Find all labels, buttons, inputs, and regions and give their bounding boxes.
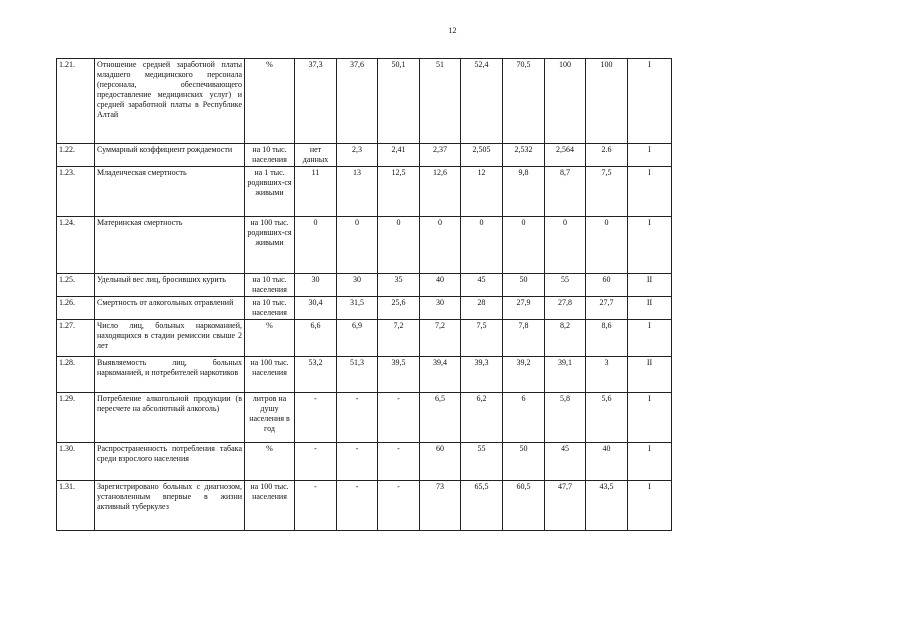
indicator-name-cell: Удельный вес лиц, бросивших курить: [95, 274, 245, 297]
value-cell: 60: [420, 443, 461, 481]
indicators-table: [56, 58, 672, 531]
row-number-cell: 1.30.: [57, 443, 95, 481]
value-cell: 6,6: [295, 320, 337, 357]
value-cell: 12,5: [378, 167, 420, 217]
unit-cell: %: [245, 59, 295, 144]
indicator-name-cell: Материнская смертность: [95, 217, 245, 274]
value-cell: 39,2: [503, 357, 545, 393]
value-cell: 45: [461, 274, 503, 297]
table-row: [57, 167, 672, 217]
value-cell: 6,2: [461, 393, 503, 443]
value-cell: 60,5: [503, 481, 545, 531]
row-number-cell: 1.25.: [57, 274, 95, 297]
value-cell: -: [295, 443, 337, 481]
category-cell: I: [628, 59, 672, 144]
unit-cell: %: [245, 320, 295, 357]
value-cell: 45: [545, 443, 586, 481]
value-cell: 7,5: [461, 320, 503, 357]
table-row: [57, 443, 672, 481]
unit-cell: на 100 тыс. населения: [245, 481, 295, 531]
value-cell: -: [378, 443, 420, 481]
value-cell: 52,4: [461, 59, 503, 144]
value-cell: 8,7: [545, 167, 586, 217]
table-row: [57, 320, 672, 357]
value-cell: 2,41: [378, 144, 420, 167]
value-cell: -: [295, 393, 337, 443]
category-cell: I: [628, 217, 672, 274]
indicator-name-cell: Младенческая смертность: [95, 167, 245, 217]
table-row: [57, 144, 672, 167]
indicator-name-cell: Смертность от алкогольных отравлений: [95, 297, 245, 320]
value-cell: 100: [586, 59, 628, 144]
value-cell: 7,5: [586, 167, 628, 217]
value-cell: 51: [420, 59, 461, 144]
value-cell: 27,9: [503, 297, 545, 320]
value-cell: -: [378, 393, 420, 443]
value-cell: 0: [545, 217, 586, 274]
value-cell: 40: [420, 274, 461, 297]
category-cell: I: [628, 320, 672, 357]
row-number-cell: 1.27.: [57, 320, 95, 357]
table-row: [57, 297, 672, 320]
value-cell: -: [295, 481, 337, 531]
row-number-cell: 1.21.: [57, 59, 95, 144]
value-cell: 0: [503, 217, 545, 274]
row-number-cell: 1.22.: [57, 144, 95, 167]
value-cell: 50: [503, 274, 545, 297]
value-cell: 7,8: [503, 320, 545, 357]
value-cell: 47,7: [545, 481, 586, 531]
value-cell: 2,37: [420, 144, 461, 167]
value-cell: 37,6: [337, 59, 378, 144]
value-cell: 70,5: [503, 59, 545, 144]
value-cell: -: [337, 481, 378, 531]
table-row: [57, 357, 672, 393]
value-cell: 27,8: [545, 297, 586, 320]
value-cell: 37,3: [295, 59, 337, 144]
value-cell: -: [337, 393, 378, 443]
value-cell: 39,3: [461, 357, 503, 393]
value-cell: 3: [586, 357, 628, 393]
category-cell: I: [628, 393, 672, 443]
category-cell: I: [628, 167, 672, 217]
value-cell: 7,2: [378, 320, 420, 357]
indicator-name-cell: Потребление алкогольной продукции (в пересчете на абсолютный алкоголь): [95, 393, 245, 443]
value-cell: 73: [420, 481, 461, 531]
value-cell: 39,4: [420, 357, 461, 393]
value-cell: 39,5: [378, 357, 420, 393]
value-cell: 9,8: [503, 167, 545, 217]
value-cell: 0: [586, 217, 628, 274]
value-cell: 2,505: [461, 144, 503, 167]
value-cell: 40: [586, 443, 628, 481]
category-cell: I: [628, 443, 672, 481]
value-cell: 6,9: [337, 320, 378, 357]
value-cell: 27,7: [586, 297, 628, 320]
value-cell: 55: [545, 274, 586, 297]
value-cell: 8,6: [586, 320, 628, 357]
indicator-name-cell: Суммарный коэффициент рождаемости: [95, 144, 245, 167]
value-cell: 13: [337, 167, 378, 217]
value-cell: 12,6: [420, 167, 461, 217]
category-cell: II: [628, 357, 672, 393]
row-number-cell: 1.31.: [57, 481, 95, 531]
value-cell: 30: [337, 274, 378, 297]
row-number-cell: 1.23.: [57, 167, 95, 217]
value-cell: 65,5: [461, 481, 503, 531]
value-cell: 100: [545, 59, 586, 144]
table-row: [57, 59, 672, 144]
unit-cell: на 1 тыс. родивших-ся живыми: [245, 167, 295, 217]
value-cell: 50: [503, 443, 545, 481]
value-cell: -: [378, 481, 420, 531]
indicator-name-cell: Выявляемость лиц, больных наркоманией, и потребителей наркотиков: [95, 357, 245, 393]
row-number-cell: 1.29.: [57, 393, 95, 443]
value-cell: 0: [337, 217, 378, 274]
table-row: [57, 274, 672, 297]
table-row: [57, 217, 672, 274]
value-cell: 12: [461, 167, 503, 217]
page-number: 12: [448, 26, 457, 35]
value-cell: 11: [295, 167, 337, 217]
value-cell: 2,532: [503, 144, 545, 167]
indicator-name-cell: Распространенность потребления табака среди взрослого населения: [95, 443, 245, 481]
unit-cell: %: [245, 443, 295, 481]
category-cell: II: [628, 297, 672, 320]
value-cell: 51,3: [337, 357, 378, 393]
value-cell: 2.6: [586, 144, 628, 167]
value-cell: 0: [420, 217, 461, 274]
value-cell: 53,2: [295, 357, 337, 393]
value-cell: 25,6: [378, 297, 420, 320]
value-cell: 2,564: [545, 144, 586, 167]
value-cell: -: [337, 443, 378, 481]
value-cell: 60: [586, 274, 628, 297]
value-cell: 30: [295, 274, 337, 297]
table-row: [57, 393, 672, 443]
value-cell: 0: [461, 217, 503, 274]
value-cell: 8,2: [545, 320, 586, 357]
value-cell: 5,6: [586, 393, 628, 443]
value-cell: 6,5: [420, 393, 461, 443]
value-cell: 35: [378, 274, 420, 297]
value-cell: 50,1: [378, 59, 420, 144]
category-cell: II: [628, 274, 672, 297]
value-cell: 7,2: [420, 320, 461, 357]
value-cell: 39,1: [545, 357, 586, 393]
value-cell: 5,8: [545, 393, 586, 443]
value-cell: 28: [461, 297, 503, 320]
value-cell: 30,4: [295, 297, 337, 320]
row-number-cell: 1.26.: [57, 297, 95, 320]
value-cell: нет данных: [295, 144, 337, 167]
value-cell: 31,5: [337, 297, 378, 320]
value-cell: 2,3: [337, 144, 378, 167]
unit-cell: на 10 тыс. населения: [245, 274, 295, 297]
category-cell: I: [628, 144, 672, 167]
value-cell: 30: [420, 297, 461, 320]
value-cell: 43,5: [586, 481, 628, 531]
indicator-name-cell: Отношение средней заработной платы младшего медицинского персонала (персонала, обеспечивающего предоставление медицинских услуг) и средней заработной платы в Республике Алтай: [95, 59, 245, 144]
indicator-name-cell: Число лиц, больных наркоманией, находящихся в стадии ремиссии свыше 2 лет: [95, 320, 245, 357]
table-row: [57, 481, 672, 531]
unit-cell: на 100 тыс. населения: [245, 357, 295, 393]
value-cell: 55: [461, 443, 503, 481]
unit-cell: литров на душу населения в год: [245, 393, 295, 443]
category-cell: I: [628, 481, 672, 531]
row-number-cell: 1.24.: [57, 217, 95, 274]
unit-cell: на 100 тыс. родивших-ся живыми: [245, 217, 295, 274]
value-cell: 0: [295, 217, 337, 274]
value-cell: 6: [503, 393, 545, 443]
value-cell: 0: [378, 217, 420, 274]
unit-cell: на 10 тыс. населения: [245, 144, 295, 167]
unit-cell: на 10 тыс. населения: [245, 297, 295, 320]
row-number-cell: 1.28.: [57, 357, 95, 393]
indicator-name-cell: Зарегистрировано больных с диагнозом, установленным впервые в жизни активный туберкулез: [95, 481, 245, 531]
